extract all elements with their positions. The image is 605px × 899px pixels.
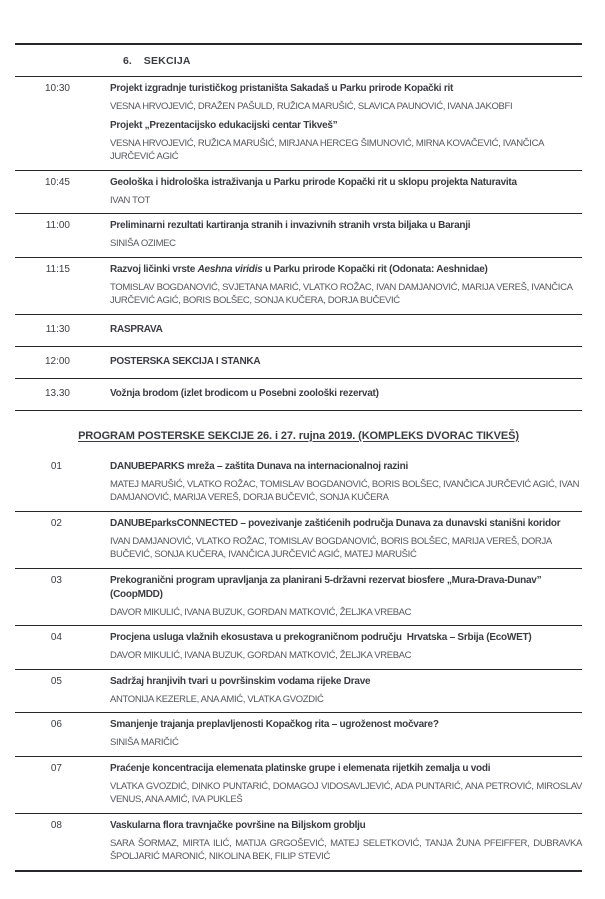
session-row [15, 77, 582, 171]
poster-row [15, 455, 582, 512]
poster-number: 06 [50, 719, 62, 730]
poster-title: Sadržaj hranjivih tvari u površinskim vodama rijeke Drave [110, 675, 371, 687]
poster-title: Prekogranični program upravljanja za planirani 5-državni rezervat biosfere „Mura-Drava-Dunav” (CoopMDD) [110, 574, 544, 600]
session-row [15, 214, 582, 258]
talk-title: RASPRAVA [110, 323, 163, 335]
session-entry [110, 119, 582, 164]
section-title: SEKCIJA [143, 55, 191, 67]
session-time: 11:15 [45, 263, 70, 275]
talk-title [110, 263, 582, 277]
poster-title: DANUBEparksCONNECTED – povezivanje zaštićenih područja Dunava za dunavski stanišni koridor [110, 517, 561, 529]
talk-authors: IVAN TOT [110, 194, 150, 206]
section-number: 6. [123, 55, 132, 67]
session-row [15, 347, 582, 379]
session-time: 11:30 [45, 323, 70, 335]
poster-row [15, 757, 582, 814]
poster-authors: IVAN DAMJANOVIĆ, VLATKO ROŽAC, TOMISLAV BOGDANOVIĆ, BORIS BOLŠEC, MARIJA VEREŠ, DORJA BUČEVIĆ, SONJA KUČERA, IVANČICA JURČEVIĆ AGIĆ, MATEJ MARUŠIĆ [110, 535, 552, 560]
talk-authors: SINIŠA OZIMEC [110, 238, 176, 249]
poster-table [15, 455, 582, 872]
program-page [15, 43, 582, 872]
poster-number: 07 [50, 762, 62, 774]
session-time: 12:00 [44, 355, 70, 367]
session-header-time-cell [15, 45, 110, 76]
poster-number: 02 [50, 517, 62, 529]
poster-number: 08 [50, 819, 62, 831]
talk-authors: VESNA HRVOJEVIĆ, RUŽICA MARUŠIĆ, MIRJANA HERCEG ŠIMUNOVIĆ, MIRNA KOVAČEVIĆ, IVANČICA JURČEVIĆ AGIĆ [110, 137, 544, 162]
talk-title: Vožnja brodom (izlet brodicom u Posebni zoološki rezervat) [110, 387, 379, 399]
poster-authors: SARA ŠORMAZ, MIRTA ILIĆ, MATIJA GRGOŠEVIĆ, MATEJ SELETKOVIĆ, TANJA ŽUNA PFEIFFER, DUBRAVKA ŠPOLJARIĆ MARONIĆ, NIKOLINA BEK, FILIP STEVIĆ [110, 837, 582, 862]
session-row [15, 171, 582, 215]
session-row [15, 379, 582, 411]
talk-title: POSTERSKA SEKCIJA I STANKA [110, 355, 261, 367]
poster-authors: SINIŠA MARIČIĆ [110, 737, 179, 748]
poster-authors: DAVOR MIKULIĆ, IVANA BUZUK, GORDAN MATKOVIĆ, ŽELJKA VREBAC [110, 606, 412, 618]
session-row [15, 258, 582, 315]
session-table [15, 43, 582, 411]
poster-authors: MATEJ MARUŠIĆ, VLATKO ROŽAC, TOMISLAV BOGDANOVIĆ, BORIS BOLŠEC, IVANČICA JURČEVIĆ AGIĆ, IVAN DAMJANOVIĆ, MARIJA VEREŠ, DORJA BUČEVIĆ, SONJA KUČERA [110, 478, 580, 503]
talk-authors: VESNA HRVOJEVIĆ, DRAŽEN PAŠULD, RUŽICA MARUŠIĆ, SLAVICA PAUNOVIĆ, IVANA JAKOBFI [110, 101, 513, 112]
talk-title: Projekt „Prezentacijsko edukacijski centar Tikveš” [110, 119, 338, 131]
session-header-row [15, 45, 582, 77]
poster-authors: DAVOR MIKULIĆ, IVANA BUZUK, GORDAN MATKOVIĆ, ŽELJKA VREBAC [110, 650, 412, 661]
poster-row [15, 814, 582, 872]
session-header-cell [110, 45, 582, 76]
session-entry [110, 176, 582, 208]
session-row [15, 315, 582, 347]
poster-authors: ANTONIJA KEZERLE, ANA AMIĆ, VLATKA GVOZDIĆ [110, 693, 324, 705]
session-entry [110, 263, 582, 308]
session-time: 11:00 [45, 220, 70, 231]
session-time: 13.30 [44, 387, 70, 399]
session-time: 10:30 [44, 83, 70, 94]
poster-authors: VLATKA GVOZDIĆ, DINKO PUNTARIĆ, DOMAGOJ VIDOSAVLJEVIĆ, ADA PUNTARIĆ, ANA PETROVIĆ, MIROSLAV VENUS, ANA AMIĆ, IVA PUKLEŠ [110, 780, 582, 805]
poster-title: Praćenje koncentracija elemenata platinske grupe i elemenata rijetkih zemalja u vodi [110, 762, 491, 774]
session-time: 10:45 [44, 176, 70, 188]
poster-row [15, 512, 582, 569]
talk-title-text: Razvoj ličinki vrste [110, 263, 198, 275]
species-name: Aeshna viridis [197, 263, 263, 275]
poster-number: 01 [50, 460, 62, 472]
session-entry [110, 219, 582, 251]
poster-title: DANUBEPARKS mreža – zaštita Dunava na internacionalnoj razini [110, 460, 408, 472]
poster-number: 03 [50, 574, 62, 586]
talk-title: Geološka i hidrološka istraživanja u Parku prirode Kopački rit u sklopu projekta Naturavita [110, 176, 517, 188]
poster-row [15, 569, 582, 627]
poster-number: 04 [50, 632, 62, 643]
poster-row [15, 670, 582, 714]
talk-title-text: u Parku prirode Kopački rit (Odonata: Aeshnidae) [262, 263, 488, 275]
poster-row [15, 713, 582, 757]
poster-title: Procjena usluga vlažnih ekosustava u prekograničnom području Hrvatska – Srbija (EcoWET) [110, 632, 532, 643]
poster-section-heading: PROGRAM POSTERSKE SEKCIJE 26. i 27. rujna 2019. (KOMPLEKS DVORAC TIKVEŠ) [78, 429, 519, 442]
session-entry [110, 82, 582, 114]
poster-title: Smanjenje trajanja preplavljenosti Kopačkog rita – ugroženost močvare? [110, 719, 439, 730]
poster-row [15, 626, 582, 670]
talk-title: Projekt izgradnje turističkog pristaništa Sakadaš u Parku prirode Kopački rit [110, 83, 454, 94]
talk-authors: TOMISLAV BOGDANOVIĆ, SVJETANA MARIĆ, VLATKO ROŽAC, IVAN DAMJANOVIĆ, MARIJA VEREŠ, IVANČICA JURČEVIĆ AGIĆ, BORIS BOLŠEC, SONJA KUČERA, DORJA BUČEVIĆ [110, 281, 573, 306]
poster-title: Vaskularna flora travnjačke površine na Biljskom groblju [110, 819, 366, 831]
poster-number: 05 [50, 675, 62, 687]
talk-title: Preliminarni rezultati kartiranja stranih i invazivnih stranih vrsta biljaka u Baranji [110, 220, 471, 231]
